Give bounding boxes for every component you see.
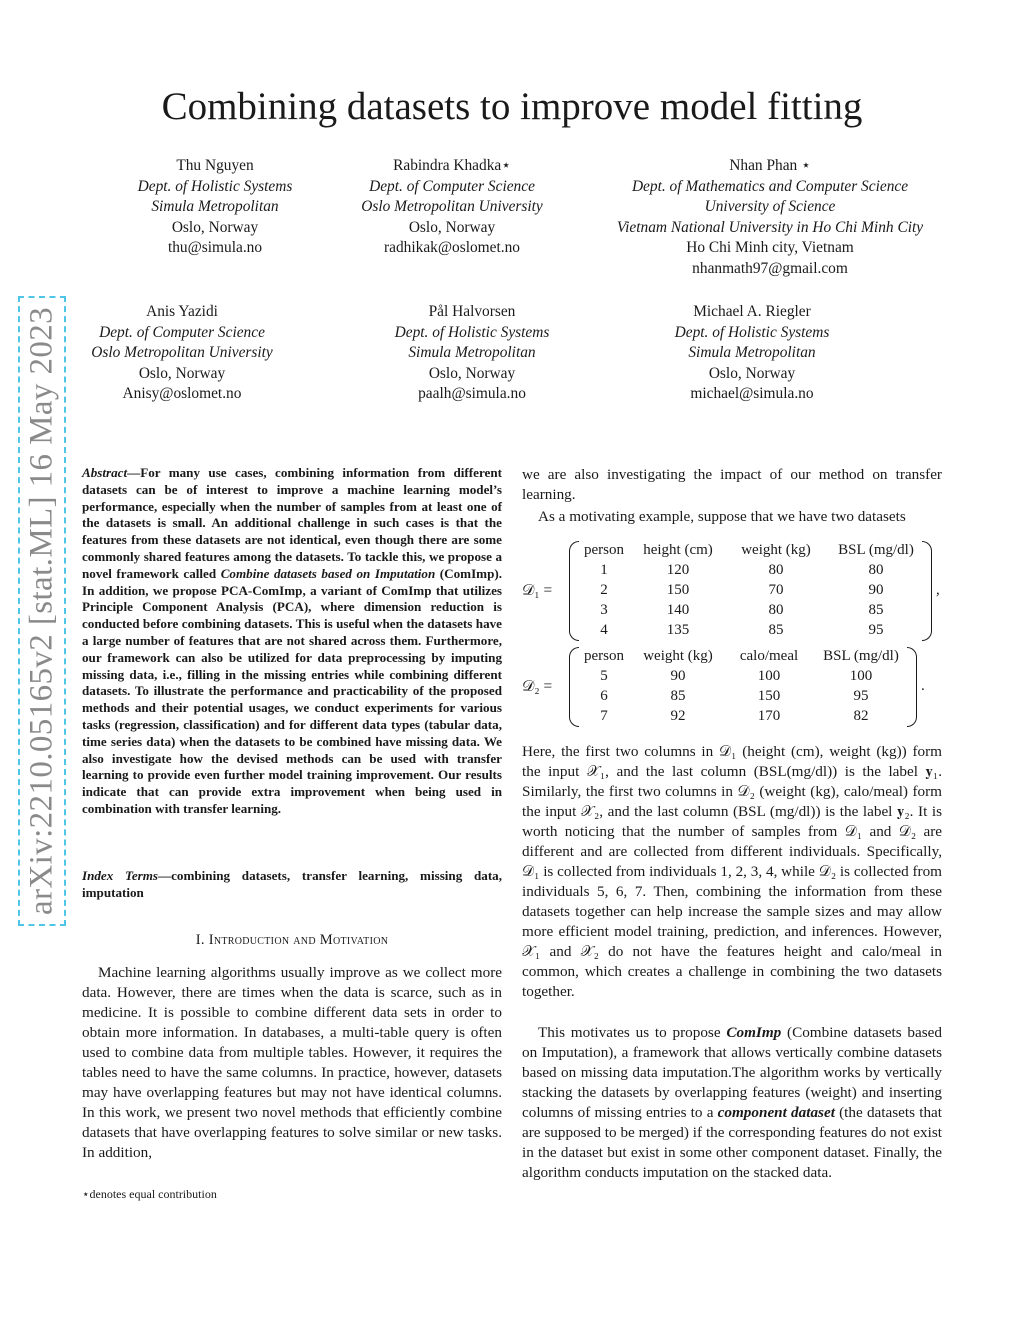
matrix-row [578,600,926,620]
author-affiliation: University of Science [704,198,836,215]
author-email: thu@simula.no [167,239,263,256]
comimp-text-end: (the datasets that are supposed to be merged) if the corresponding features do not exist in the dataset but exist in some other component dataset. Finally, the algorithm conducts imputation on the stacked data. [522,1104,942,1181]
matrix-d2-label: 𝒟₂ = [522,678,553,695]
section-heading: I. Introduction and Motivation [195,932,389,948]
matrix-cell: 90 [868,582,884,598]
paper-title: Combining datasets to improve model fitting [161,85,863,128]
author-email: paalh@simula.no [418,385,526,402]
author-name: Michael A. Riegler [693,303,811,320]
author-email: Anisy@oslomet.no [122,385,242,402]
matrix-cell: 170 [757,708,781,724]
author-block-2 [337,156,567,259]
matrix-cell: 85 [768,622,784,638]
matrix-cell: 90 [670,668,686,684]
matrix-cell: 5 [600,668,608,684]
author-name: Rabindra Khadka⋆ [393,157,511,174]
matrix-header-row [578,646,910,666]
author-affiliation: Simula Metropolitan [408,344,536,361]
author-block-3 [585,156,955,279]
matrix-d2-punct: . [921,678,925,694]
author-affiliation: Simula Metropolitan [688,344,816,361]
author-affiliation: Dept. of Holistic Systems [394,323,550,341]
author-affiliation: Oslo Metropolitan University [91,344,273,361]
author-affiliation: Dept. of Computer Science [99,323,265,341]
matrix-cell: 120 [666,562,690,578]
author-affiliation: Oslo Metropolitan University [361,198,543,215]
matrix-cell: 95 [868,622,884,638]
component-dataset-term: component dataset [717,1104,835,1121]
author-email: michael@simula.no [690,385,814,402]
author-location: Oslo, Norway [171,218,259,236]
index-terms-label: Index Terms [82,868,159,883]
comimp-term: ComImp [726,1024,782,1041]
matrix-cell: 4 [600,622,608,638]
matrix-header-cell: weight (kg) [643,648,713,664]
author-affiliation: Dept. of Holistic Systems [137,177,293,195]
matrix-d1 [578,540,926,640]
author-location: Oslo, Norway [408,218,496,236]
abstract [82,465,502,818]
matrix-d2 [578,646,910,726]
matrix-header-cell: BSL (mg/dl) [823,648,899,664]
author-block-6 [637,302,867,405]
author-name: Nhan Phan ⋆ [729,157,811,174]
author-email: radhikak@oslomet.no [384,239,520,256]
arxiv-stamp [18,296,66,926]
matrix-row [578,686,910,706]
matrix-d2-right-paren [907,647,917,727]
author-name: Anis Yazidi [146,303,218,320]
matrix-cell: 100 [757,668,781,684]
author-location: Ho Chi Minh city, Vietnam [686,239,854,256]
author-affiliation: Dept. of Mathematics and Computer Science [631,177,909,195]
right-column-intro [522,465,942,527]
matrix-cell: 82 [853,708,869,724]
matrix-header-cell: height (cm) [643,542,713,558]
matrix-header-cell: person [584,542,624,558]
motivating-text: As a motivating example, suppose that we have two datasets [538,508,906,525]
author-email: nhanmath97@gmail.com [692,259,848,277]
matrix-cell: 135 [666,622,690,638]
matrix-cell: 80 [868,562,884,578]
matrix-cell: 140 [666,602,690,618]
index-terms [82,868,502,902]
matrix-cell: 70 [768,582,784,598]
abstract-italic: Combine datasets based on Imputation [220,565,436,581]
matrix-header-cell: person [584,648,624,664]
abstract-text-cont: (ComImp). In addition, we propose PCA-ComImp, a variant of ComImp that utilizes Principle Component Analysis (PCA), where dimension reduction is conducted before combining datasets. This is useful when the datasets have a large number of features that are not shared across them. Furthermore, our framework can also be utilized for data preprocessing by imputing missing data, i.e., filling in the missing entries while combining different datasets. To illustrate the performance and practicability of the proposed methods and their potential usages, we conduct experiments for various tasks (regression, classification) and for different data types (tabular data, time series data) when the datasets to be combined have missing data. We also investigate how the devised methods can be used with transfer learning to provide even further model training improvement. Our results indicate that can provide extra improvement when being used in combination with transfer learning. [82,565,502,816]
matrix-cell: 85 [868,602,884,618]
matrix-cell: 85 [670,688,686,704]
author-affiliation: Dept. of Computer Science [369,177,535,195]
intro-paragraph: Machine learning algorithms usually improve as we collect more data. However, there are times when the data is scarce, such as in medicine. It is possible to combine different data sets in order to obtain more information. In databases, a multi-table query is often used to combine data from multiple tables. However, it requires the tables need to have the same columns. In practice, however, datasets may have overlapping features but may not have identical columns. In this work, we present two novel methods that efficiently combine datasets that have overlapping features to solve similar or new tasks. In addition, [82,964,502,1161]
author-name: Pål Halvorsen [428,303,516,320]
matrix-cell: 7 [600,708,608,724]
matrix-cell: 3 [600,602,608,618]
author-affiliation: Vietnam National University in Ho Chi Minh City [616,218,924,236]
matrix-d1-label: 𝒟₁ = [522,582,553,599]
author-affiliation: Simula Metropolitan [151,198,279,215]
matrix-cell: 80 [768,562,784,578]
matrix-d1-punct: , [936,582,940,598]
matrix-cell: 150 [666,582,690,598]
matrix-cell: 2 [600,582,608,598]
author-block-5 [357,302,587,405]
matrix-row [578,620,926,640]
matrix-cell: 150 [757,688,781,704]
author-name: Thu Nguyen [176,157,254,174]
arxiv-stamp-text: arXiv:2210.05165v2 [stat.ML] 16 May 2023 [23,306,60,916]
matrix-cell: 95 [853,688,869,704]
matrix-d1-right-paren [922,541,932,641]
explanation-paragraph: Here, the first two columns in 𝒟₁ (height (cm), weight (kg)) form the input 𝒳₁, and the last column (BSL(mg/dl)) is the label 𝐲₁. Similarly, the first two columns in 𝒟₂ (weight (kg), calo/meal) form the input 𝒳₂, and the last column (BSL (mg/dl)) is the label 𝐲₂. It is worth noticing that the number of samples from 𝒟₁ and 𝒟₂ are different and are collected from different individuals. Specifically, 𝒟₁ is collected from individuals 1, 2, 3, 4, while 𝒟₂ is collected from individuals 5, 6, 7. Then, combining the information from these datasets together can help increase the sample sizes and may allow more efficient model training, prediction, and inferences. However, 𝒳₁ and 𝒳₂ do not have the features height and calo/meal in common, which creates a challenge in combining the two datasets together. [522,743,942,1000]
index-terms-text: —combining datasets, transfer learning, missing data, imputation [82,868,503,900]
comimp-text-cont: (Combine datasets based on Imputation), a framework that allows vertically combine datasets based on missing data imputation.The algorithm works by vertically stacking the datasets by overlapping features (weight) and inserting columns of missing entries to a [522,1024,942,1121]
author-location: Oslo, Norway [708,364,796,382]
author-affiliation: Dept. of Holistic Systems [674,323,830,341]
matrix-header-cell: weight (kg) [741,542,811,558]
matrix-cell: 6 [600,688,608,704]
abstract-label: Abstract [82,465,128,480]
matrix-header-row [578,540,926,560]
matrix-row [578,666,910,686]
author-block-4 [67,302,297,405]
abstract-text: —For many use cases, combining information from different datasets can be of interest to improve a machine learning model’s performance, especially when the number of samples from at least one of the datasets is small. An additional challenge in such cases is that the features from these datasets are not identical, even though there are some commonly shared features among the datasets. To tackle this, we propose a novel framework called [82,465,502,581]
footnote: ⋆denotes equal contribution [82,1187,217,1201]
matrix-cell: 100 [849,668,873,684]
matrix-row [578,580,926,600]
author-block-1 [100,156,330,259]
continuation-text: we are also investigating the impact of our method on transfer learning. [522,466,942,503]
matrix-row [578,560,926,580]
comimp-text: This motivates us to propose [538,1024,727,1041]
comimp-paragraph [522,1023,942,1183]
matrix-cell: 92 [670,708,686,724]
matrix-header-cell: BSL (mg/dl) [838,542,914,558]
author-location: Oslo, Norway [428,364,516,382]
matrix-cell: 80 [768,602,784,618]
matrix-cell: 1 [600,562,608,578]
author-location: Oslo, Norway [138,364,226,382]
matrix-row [578,706,910,726]
matrix-header-cell: calo/meal [739,648,799,664]
